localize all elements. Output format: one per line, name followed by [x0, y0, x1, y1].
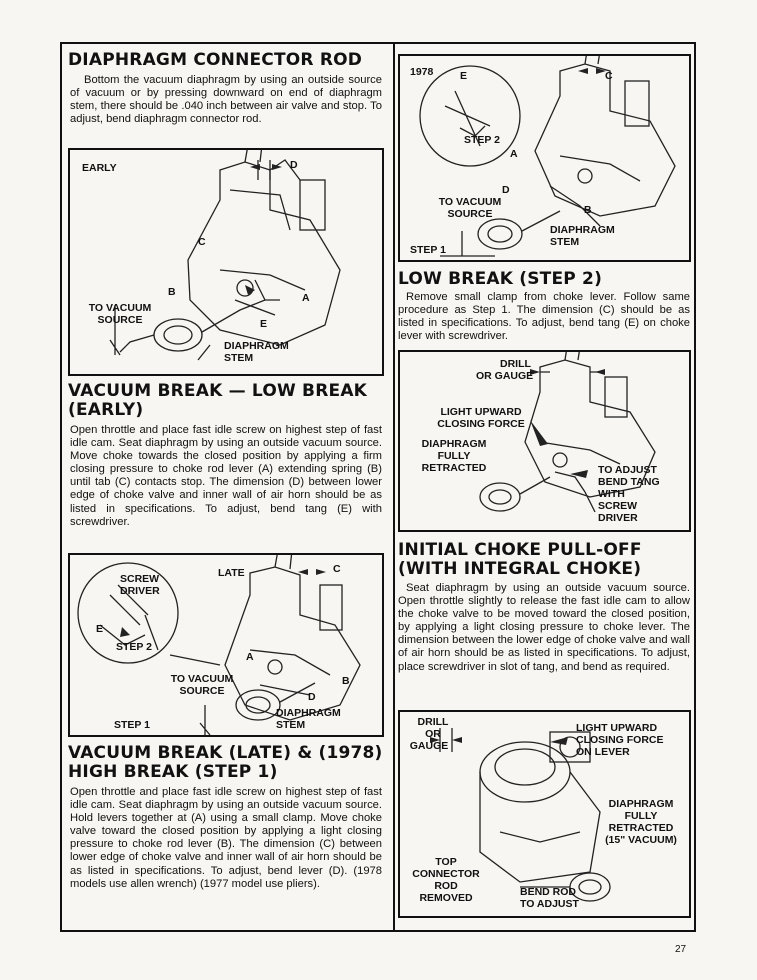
closing-force-label: CLOSING FORCE — [437, 418, 525, 430]
step2-label: STEP 2 — [464, 134, 500, 146]
diaphragm-connector-rod-title: DIAPHRAGM CONNECTOR ROD — [68, 50, 363, 70]
initial-choke-pull-off-text: Seat diaphragm by using an outside vacuum source. Open throttle slightly to release the fast idle cam to allow the choke valve to be moved toward the closed position, by applying a light closing pressure to choke lever. The dimension between the lower edge of choke valve and wall of air horn should be as listed in specifications. To adjust, place screwdriver in slot of tang, and bend as required. — [398, 582, 690, 673]
top-label: TOP — [435, 856, 457, 868]
diaphragm-stem-label-2: STEM — [550, 236, 580, 248]
dimension-c-label: C — [333, 563, 341, 575]
late-label: LATE — [218, 567, 245, 579]
initial-choke-pull-off-title-line1: INITIAL CHOKE PULL-OFF — [398, 540, 642, 560]
1978-high-break-figure — [398, 54, 691, 262]
vacuum-break-low-break-title — [68, 382, 367, 420]
screw-label: SCREW — [598, 500, 638, 512]
vacuum-source-label-1: TO VACUUM — [438, 196, 502, 208]
fully-label: FULLY — [624, 810, 658, 822]
low-break-adjust-figure — [398, 350, 691, 532]
screwdriver-label-2: DRIVER — [120, 585, 160, 597]
gauge-label: GAUGE — [409, 740, 449, 752]
vacuum-source-label-1: TO VACUUM — [170, 673, 234, 685]
removed-label: REMOVED — [419, 892, 473, 904]
initial-choke-pull-off-title-line2: (WITH INTEGRAL CHOKE) — [398, 559, 642, 579]
diaphragm-connector-rod-text: Bottom the vacuum diaphragm by using an outside source of vacuum or by pressing downward on end of diaphragm stem, there should be .040 inch between air valve and stop. To adjust, bend diaphragm connector rod. — [70, 74, 382, 126]
column-divider — [393, 42, 395, 932]
or-gauge-label: OR GAUGE — [476, 370, 534, 382]
diaphragm-label: DIAPHRAGM — [608, 798, 674, 810]
late-vacuum-break-figure — [68, 553, 384, 737]
fully-label: FULLY — [437, 450, 471, 462]
retracted-label: RETRACTED — [608, 822, 674, 834]
connector-label: CONNECTOR — [412, 868, 480, 880]
vacuum-break-late-text: Open throttle and place fast idle screw on highest step of fast idle cam. Seat diaphragm by using an outside vacuum source. Hold levers together at (A) using a small clamp. Move choke valve toward the closed position by applying a light closing pressure to choke rod lever (B). The dimension (C) between lower edge of choke valve and inner wall of air horn should be as listed in specifications. To adjust, bend lever (D). (1978 models use allen wrench) (1977 model use pliers). — [70, 786, 382, 890]
step1-label: STEP 1 — [114, 719, 150, 731]
vacuum-source-label-2: SOURCE — [179, 685, 225, 697]
rod-label: ROD — [434, 880, 458, 892]
dimension-d-label: D — [290, 159, 298, 171]
vacuum-break-late-title — [68, 744, 383, 782]
tab-c-label: C — [198, 236, 206, 248]
screwdriver-label-1: SCREW — [120, 573, 160, 585]
lever-a-label: A — [302, 292, 310, 304]
or-label: OR — [425, 728, 441, 740]
clamp-a-label: A — [510, 148, 518, 160]
step2-label: STEP 2 — [116, 641, 152, 653]
to-adjust-label: TO ADJUST — [520, 898, 579, 910]
light-upward-label: LIGHT UPWARD — [440, 406, 522, 418]
tang-e-label: E — [96, 623, 104, 635]
vacuum-break-low-break-title-line2: (EARLY) — [68, 400, 144, 420]
drill-label: DRILL — [417, 716, 449, 728]
with-label: WITH — [598, 488, 625, 500]
integral-choke-figure — [398, 710, 691, 918]
vacuum-break-low-break-title-line1: VACUUM BREAK — LOW BREAK — [68, 381, 368, 401]
low-break-step2-title: LOW BREAK (STEP 2) — [398, 269, 603, 289]
diaphragm-stem-label-1: DIAPHRAGM — [550, 224, 615, 236]
spring-b-label: B — [168, 286, 176, 298]
closing-force-label: CLOSING FORCE — [576, 734, 664, 746]
drill-label: DRILL — [500, 358, 531, 370]
lever-b-label: B — [584, 204, 592, 216]
vacuum-15-label: (15" VACUUM) — [605, 834, 677, 846]
tang-e-label: E — [460, 70, 468, 82]
vacuum-source-label-1: TO VACUUM — [88, 302, 152, 314]
year-1978-label: 1978 — [410, 66, 434, 78]
bend-tang-label: BEND TANG — [598, 476, 660, 488]
low-break-step2-text: Remove small clamp from choke lever. Follow same procedure as Step 1. The dimension (C) should be as listed in specifications. To adjust, bend tang (E) on choke lever with screwdriver. — [398, 291, 690, 343]
lever-b-label: B — [342, 675, 350, 687]
on-lever-label: ON LEVER — [576, 746, 630, 758]
page-number: 27 — [675, 944, 687, 955]
driver-label: DRIVER — [598, 512, 638, 524]
diaphragm-stem-label-2: STEM — [224, 352, 254, 364]
diaphragm-stem-label-2: STEM — [276, 719, 306, 731]
diaphragm-stem-label-1: DIAPHRAGM — [276, 707, 341, 719]
tang-e-label: E — [260, 318, 268, 330]
early-label: EARLY — [82, 162, 117, 174]
to-adjust-label: TO ADJUST — [598, 464, 657, 476]
lever-d-label: D — [502, 184, 510, 196]
bend-rod-label: BEND ROD — [520, 886, 577, 898]
initial-choke-pull-off-title — [398, 541, 642, 579]
vacuum-break-late-title-line1: VACUUM BREAK (LATE) & (1978) — [68, 743, 383, 763]
clamp-a-label: A — [246, 651, 254, 663]
lever-d-label: D — [308, 691, 316, 703]
vacuum-break-low-break-text: Open throttle and place fast idle screw on highest step of fast idle cam. Seat diaphragm by using an outside vacuum source. Move choke towards the closed position by applying a firm closing pressure to choke rod lever (A) extending spring (B) until tab (C) contacts stop. The dimension (D) between lower edge of choke valve and inner wall of air horn should be as listed in specifications. To adjust, bend tang (E) with screwdriver. — [70, 424, 382, 528]
vacuum-break-late-title-line2: HIGH BREAK (STEP 1) — [68, 762, 278, 782]
light-upward-label: LIGHT UPWARD — [576, 722, 658, 734]
early-vacuum-break-figure — [68, 148, 384, 376]
carburetor-1978-illustration — [400, 56, 691, 262]
retracted-label: RETRACTED — [421, 462, 487, 474]
diaphragm-label: DIAPHRAGM — [421, 438, 487, 450]
diaphragm-stem-label-1: DIAPHRAGM — [224, 340, 289, 352]
step1-label: STEP 1 — [410, 244, 446, 256]
dimension-c-label: C — [605, 70, 613, 82]
vacuum-source-label-2: SOURCE — [97, 314, 143, 326]
vacuum-source-label-2: SOURCE — [447, 208, 493, 220]
